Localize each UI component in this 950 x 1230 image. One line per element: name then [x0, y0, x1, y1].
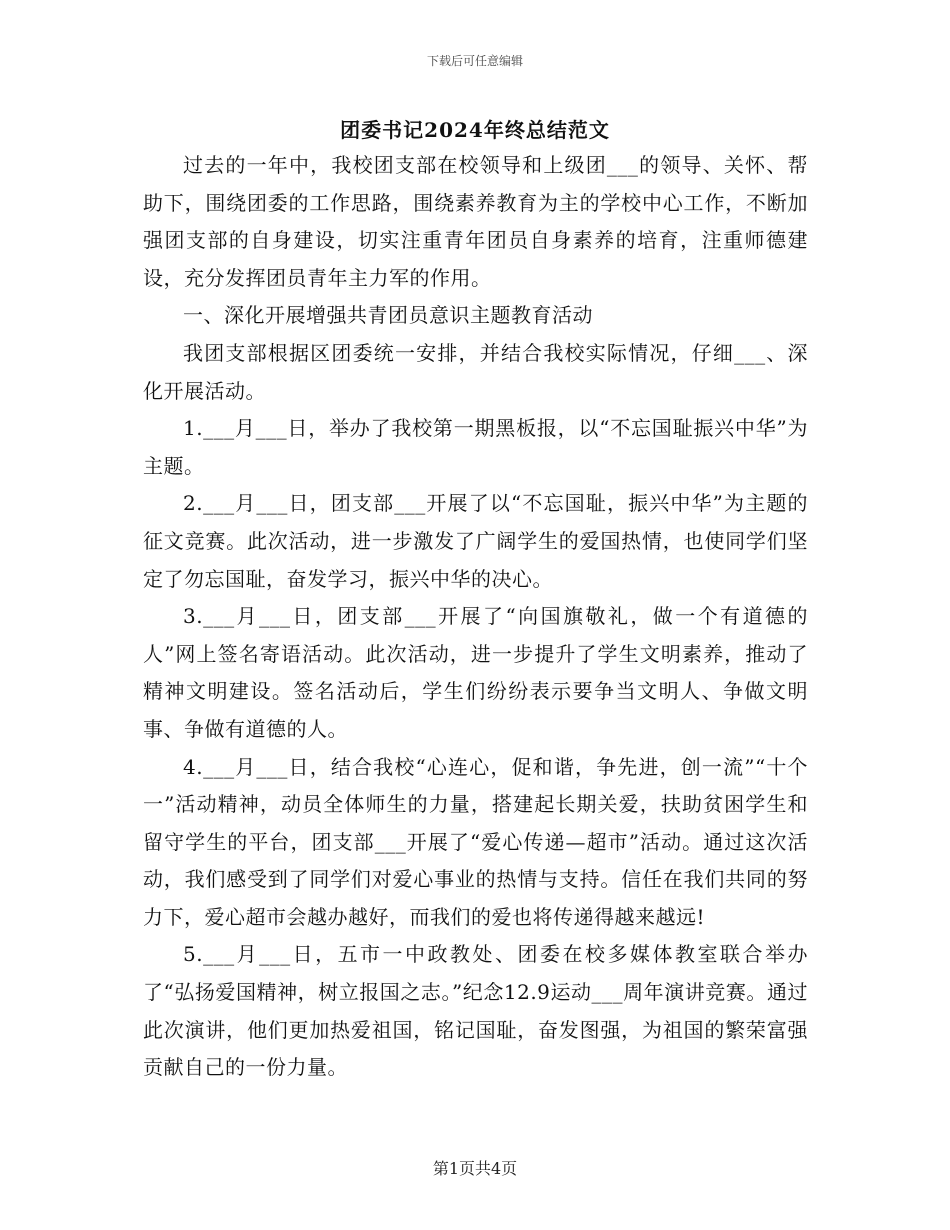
paragraph-intro: 过去的一年中，我校团支部在校领导和上级团___的领导、关怀、帮助下，围绕团委的工作思路，围绕素养教育为主的学校中心工作，不断加强团支部的自身建设，切实注重青年团员自身素养的培育，注重师德建设，充分发挥团员青年主力军的作用。 — [143, 153, 808, 290]
list-item-4: 4.___月___日，结合我校“心连心，促和谐，争先进，创一流”“十个一”活动精神，动员全体师生的力量，搭建起长期关爱，扶助贫困学生和留守学生的平台，团支部___开展了“爱心传递—超市”活动。通过这次活动，我们感受到了同学们对爱心事业的热情与支持。信任在我们共同的努力下，爱心超市会越办越好，而我们的爱也将传递得越来越远! — [143, 754, 808, 929]
list-item-1: 1.___月___日，举办了我校第一期黑板报，以“不忘国耻振兴中华”为主题。 — [143, 416, 808, 478]
page-number: 第1页共4页 — [432, 1159, 518, 1178]
list-item-2: 2.___月___日，团支部___开展了以“不忘国耻，振兴中华”为主题的征文竞赛。此次活动，进一步激发了广阔学生的爱国热情，也使同学们坚定了勿忘国耻，奋发学习，振兴中华的决心。 — [143, 491, 808, 591]
paragraph-arrangement: 我团支部根据区团委统一安排，并结合我校实际情况，仔细___、深化开展活动。 — [143, 340, 808, 403]
list-item-5: 5.___月___日，五市一中政教处、团委在校多媒体教室联合举办了“弘扬爱国精神，树立报国之志。”纪念12.9运动___周年演讲竞赛。通过此次演讲，他们更加热爱祖国，铭记国耻，奋发图强，为祖国的繁荣富强贡献自己的一份力量。 — [143, 942, 808, 1080]
section-heading: 一、深化开展增强共青团员意识主题教育活动 — [183, 303, 593, 328]
document-body — [143, 147, 808, 1087]
list-item-3: 3.___月___日，团支部___开展了“向国旗敬礼，做一个有道德的人”网上签名寄语活动。此次活动，进一步提升了学生文明素养，推动了精神文明建设。签名活动后，学生们纷纷表示要争当文明人、争做文明事、争做有道德的人。 — [143, 604, 808, 741]
document-title: 团委书记2024年终总结范文 — [340, 118, 610, 142]
header-note: 下载后可任意编辑 — [426, 54, 523, 68]
